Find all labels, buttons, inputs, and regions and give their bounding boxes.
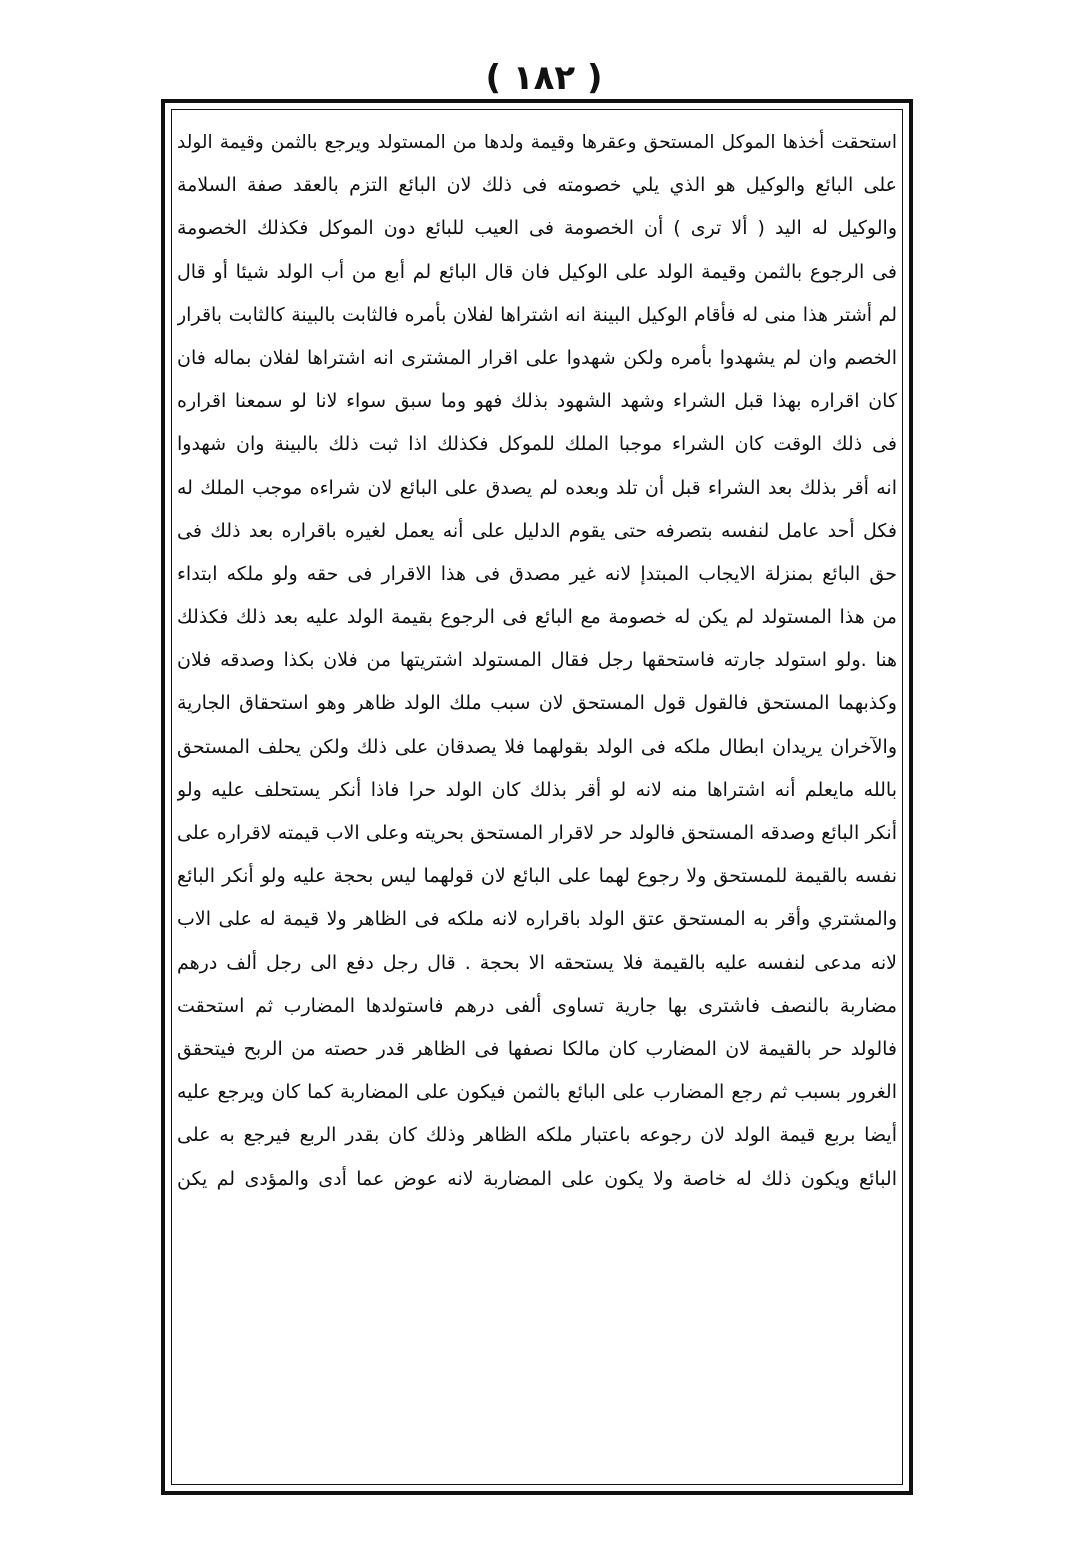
- text-line: استحقت أخذها الموكل المستحق وعقرها وقيمة ولدها من المستولد ويرجع بالثمن وقيمة الولد: [177, 132, 897, 153]
- text-line: مضاربة بالنصف فاشترى بها جارية تساوى ألفى درهم فاستولدها المضارب ثم استحقت: [177, 994, 897, 1017]
- text-line: والآخران يريدان ابطال ملكه فى الولد بقولهما فلا يصدقان على ذلك ولكن يحلف المستحق: [177, 735, 897, 758]
- text-line: حق البائع بمنزلة الايجاب المبتدإ لانه غير مصدق فى هذا الاقرار فى حقه ولو ملكه ابتداء: [177, 562, 897, 585]
- text-line: بالله مايعلم أنه اشتراها منه لانه لو أقر بذلك كان الولد حرا فاذا أنكر يستحلف عليه ولو: [177, 778, 897, 801]
- text-line: أنكر البائع وصدقه المستحق فالولد حر لاقرار المستحق بحريته وعلى الاب قيمته لاقراره على: [177, 822, 897, 844]
- text-line: فى الرجوع بالثمن وقيمة الولد على الوكيل فان قال البائع لم أبع من أب الولد شيئا أو قال: [177, 260, 897, 283]
- text-line: لانه مدعى لنفسه عليه بالقيمة فلا يستحقه الا بحجة . قال رجل دفع الى رجل ألف درهم: [177, 951, 897, 974]
- text-line: والمشتري وأقر به المستحق عتق الولد باقراره لانه ملكه فى الظاهر ولا قيمة له على الاب: [177, 908, 897, 931]
- text-line: فى ذلك الوقت كان الشراء موجبا الملك للموكل فكذلك اذا ثبت ذلك بالبينة وان شهدوا: [177, 433, 897, 456]
- text-line: فالولد حر بالقيمة لان المضارب كان مالكا نصفها فى الظاهر قدر حصته من الربح فيتحقق: [177, 1037, 897, 1060]
- text-line: هنا .ولو استولد جارته فاستحقها رجل فقال المستولد اشتريتها من فلان بكذا وصدقه فلان: [177, 649, 897, 672]
- page-frame: [161, 99, 913, 1495]
- page-number: ( ١٨٢ ): [485, 58, 603, 98]
- text-line: والوكيل له اليد ( ألا ترى ) أن الخصومة فى العيب للبائع دون الموكل فكذلك الخصومة: [177, 217, 897, 240]
- text-line: لم أشتر هذا منى له فأقام الوكيل البينة انه اشتراها لفلان بأمره فالثابت بالبينة كالثابت باقرار: [177, 303, 897, 326]
- text-line: أيضا بربع قيمة الولد لان رجوعه باعتبار ملكه الظاهر وذلك كان بقدر الربع فيرجع به على: [177, 1124, 897, 1147]
- text-line: نفسه بالقيمة للمستحق ولا رجوع لهما على البائع لان قولهما ليس بحجة عليه ولو أنكر البائع: [177, 865, 897, 888]
- text-line: كان اقراره بهذا قبل الشراء وشهد الشهود بذلك فهو وما سبق سواء لانا لو سمعنا اقراره: [177, 390, 897, 413]
- text-line: الغرور بسبب ثم رجع المضارب على البائع بالثمن فيكون على المضاربة كما كان ويرجع عليه: [177, 1081, 897, 1104]
- text-line: الخصم وان لم يشهدوا بأمره ولكن شهدوا على اقرار المشترى انه اشتراها لفلان بماله فان: [177, 346, 897, 369]
- text-line: البائع ويكون ذلك له خاصة ولا يكون على المضاربة لانه عوض عما أدى والمؤدى لم يكن: [177, 1167, 897, 1190]
- text-line: على البائع والوكيل هو الذي يلي خصومته فى ذلك لان البائع التزم بالعقد صفة السلامة: [177, 174, 897, 197]
- text-line: وكذبهما المستحق فالقول قول المستحق لان سبب ملك الولد ظاهر وهو استحقاق الجارية: [177, 692, 897, 715]
- text-line: فكل أحد عامل لنفسه بتصرفه حتى يقوم الدليل على أنه يعمل لغيره باقراره بعد ذلك فى: [177, 519, 897, 542]
- text-line: من هذا المستولد لم يكن له خصومة مع البائع فى الرجوع بقيمة الولد عليه بعد ذلك فكذلك: [177, 606, 897, 629]
- text-line: انه أقر بذلك بعد الشراء قبل أن تلد وبعده لم يصدق على البائع لان شراءه موجب الملك له: [177, 476, 897, 499]
- text-body: [177, 121, 897, 1477]
